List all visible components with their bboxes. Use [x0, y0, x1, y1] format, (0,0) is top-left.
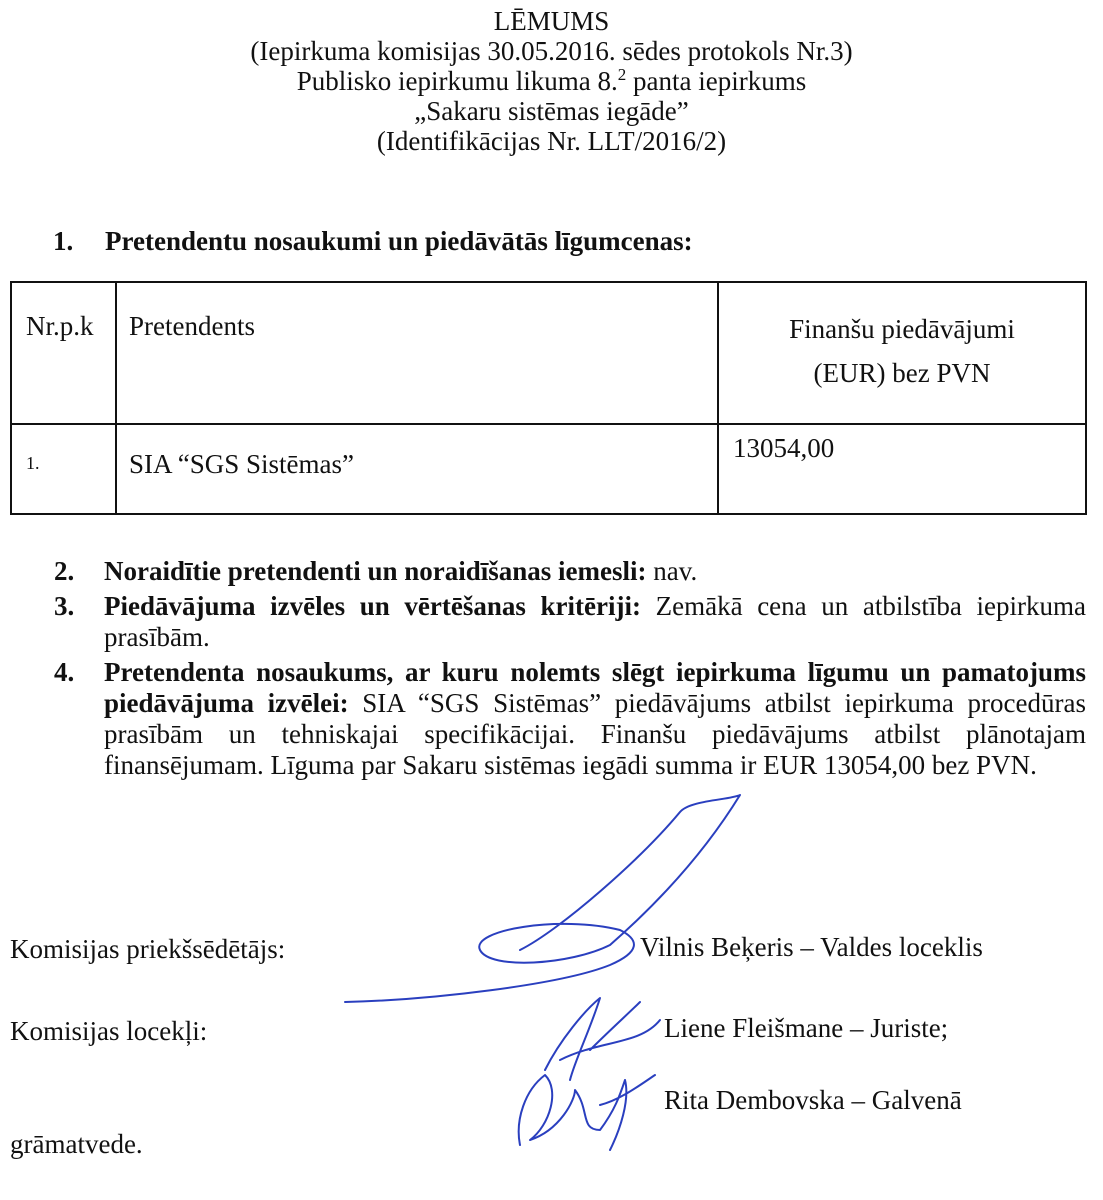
header-financial-line2: (EUR) bez PVN [813, 358, 991, 388]
protocol-reference: (Iepirkuma komisijas 30.05.2016. sēdes protokols Nr.3) [250, 36, 853, 66]
item-heading: Piedāvājuma izvēles un vērtēšanas kritēriji: [104, 591, 641, 621]
item-text: nav. [646, 556, 698, 586]
member-signature-stroke [519, 1075, 655, 1150]
header-pretendents: Pretendents [116, 282, 718, 424]
item-number: 2. [54, 556, 75, 586]
row-pretendents: SIA “SGS Sistēmas” [116, 424, 718, 514]
members-label: Komisijas locekļi: [10, 1016, 208, 1046]
row-financial-offer: 13054,00 [718, 424, 1086, 514]
item-text: SIA “SGS Sistēmas” piedāvājums atbilst iepirkuma procedūras prasībām un tehniskajai specifikācijai. Finanšu piedāvājums atbilst plānotajam finansējumam. Līguma par Sakaru sistēmas iegādi summa ir EUR 13054,00 bez PVN. [104, 688, 1086, 780]
item-number: 3. [54, 591, 75, 621]
item-number: 4. [54, 657, 75, 687]
chair-label: Komisijas priekšsēdētājs: [10, 934, 286, 964]
header-nr: Nr.p.k [11, 282, 116, 424]
law-reference-suffix: panta iepirkums [626, 66, 807, 96]
item-text: Zemākā cena un atbilstība iepirkuma prasībām. [104, 591, 1087, 652]
member2-name: Rita Dembovska – Galvenā [664, 1085, 962, 1115]
item-heading: Pretendenta nosaukums, ar kuru nolemts slēgt iepirkuma līgumu un pamatojums piedāvājuma izvēlei: [104, 657, 1086, 718]
item-heading: Noraidītie pretendenti un noraidīšanas iemesli: [104, 556, 647, 586]
member2-title-continued: grāmatvede. [10, 1129, 143, 1159]
header-financial-line1: Finanšu piedāvājumi [789, 314, 1015, 344]
chair-name: Vilnis Beķeris – Valdes loceklis [640, 932, 983, 962]
identification-number: (Identifikācijas Nr. LLT/2016/2) [376, 126, 727, 156]
section-1-number: 1. [53, 226, 74, 256]
member-signature-stroke [545, 998, 660, 1080]
law-reference-text: Publisko iepirkumu likuma 8. [296, 66, 618, 96]
law-reference-superscript: 2 [617, 65, 627, 84]
section-1-title: Pretendentu nosaukumi un piedāvātās līgumcenas: [105, 226, 693, 256]
procurement-name: „Sakaru sistēmas iegāde” [414, 96, 689, 126]
chair-signature-stroke [345, 795, 740, 1002]
member1-name: Liene Fleišmane – Juriste; [664, 1013, 949, 1043]
document-title: LĒMUMS [493, 6, 610, 36]
row-nr: 1. [11, 424, 116, 514]
